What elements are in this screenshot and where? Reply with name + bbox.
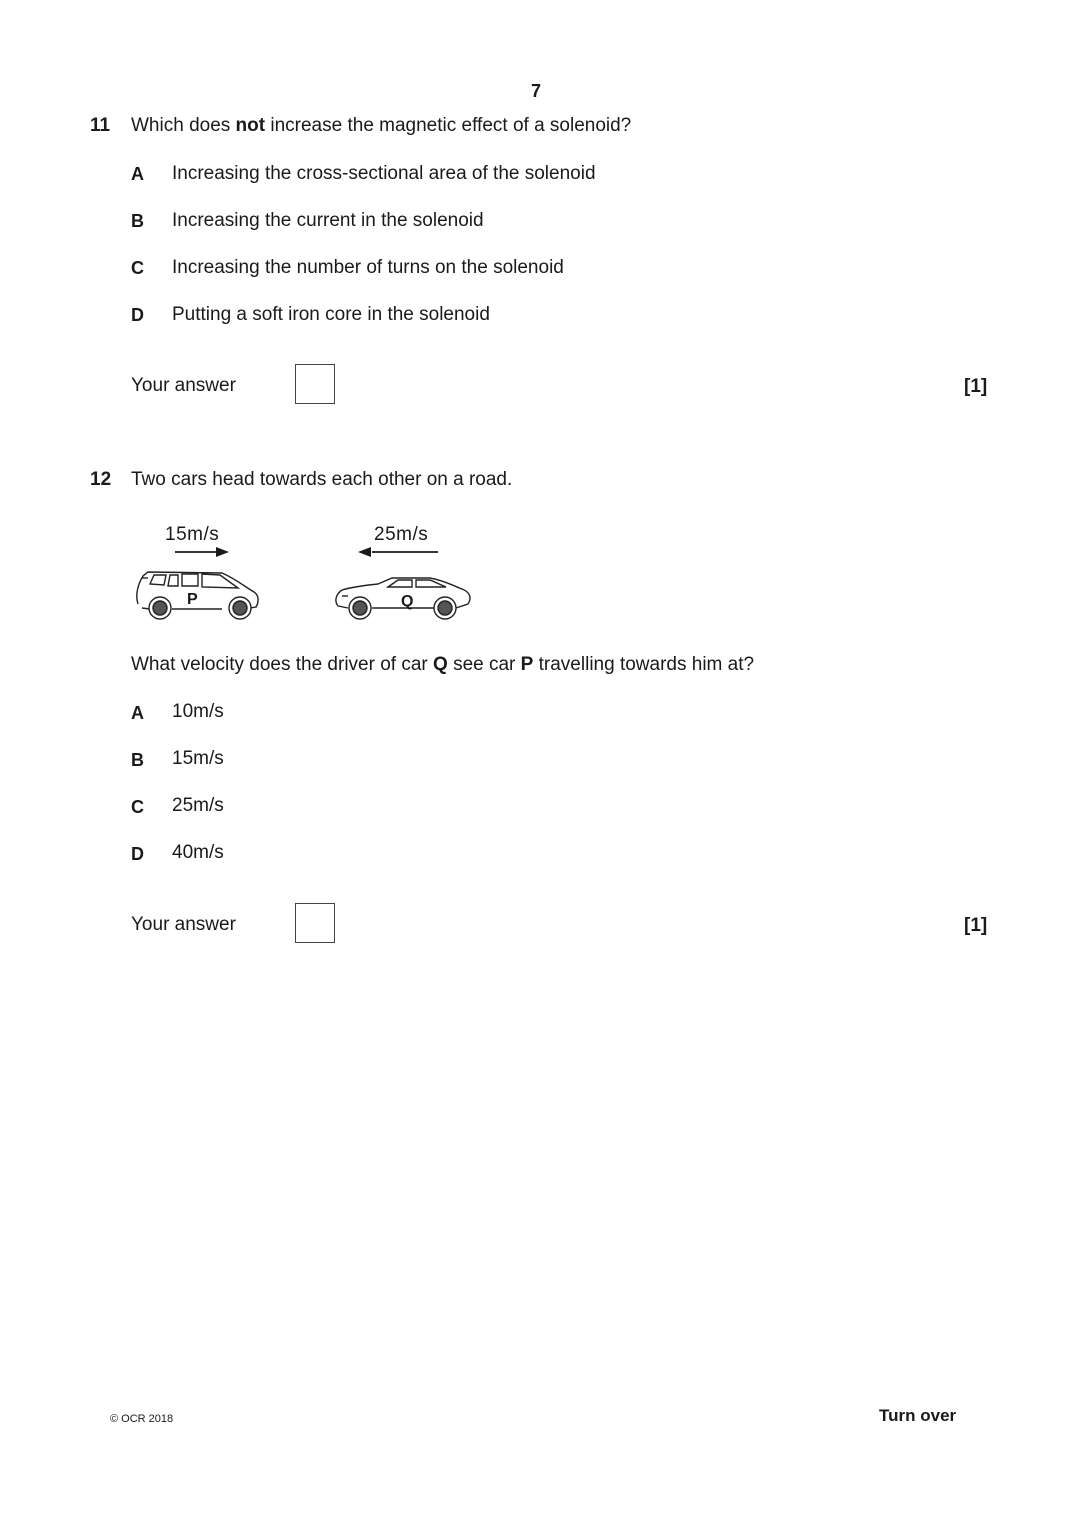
car-p-speed-label: 15m/s: [165, 524, 220, 545]
q11-answer-box[interactable]: [295, 364, 335, 404]
q12-option-c-text: 25m/s: [172, 795, 224, 816]
question-11-stem-emphasis: not: [235, 115, 266, 136]
page-number: 7: [531, 81, 542, 101]
arrow-left-icon: [358, 547, 438, 557]
question-11-stem-start: Which does: [131, 115, 236, 136]
question-12-prompt-car-q: Q: [433, 654, 448, 675]
q11-option-c-text: Increasing the number of turns on the solenoid: [172, 257, 564, 278]
question-11-stem-end: increase the magnetic effect of a solenoid?: [265, 115, 632, 136]
q12-option-a-text: 10m/s: [172, 701, 224, 722]
question-12-prompt-part-3: travelling towards him at?: [533, 654, 755, 675]
q12-marks: [1]: [964, 915, 988, 936]
q11-option-b-letter: B: [131, 211, 144, 231]
car-q-speed-label: 25m/s: [374, 524, 429, 545]
q12-option-b-text: 15m/s: [172, 748, 224, 769]
q11-option-a-letter: A: [131, 164, 144, 184]
q11-option-c-letter: C: [131, 258, 144, 278]
arrow-right-icon: [175, 547, 229, 557]
q11-marks: [1]: [964, 376, 988, 397]
q12-answer-box[interactable]: [295, 903, 335, 943]
question-12-prompt: [131, 654, 754, 676]
question-12-prompt-part-1: What velocity does the driver of car: [131, 654, 434, 675]
q12-option-a-letter: A: [131, 703, 144, 723]
two-cars-diagram: [130, 540, 490, 630]
car-q-label: Q: [401, 593, 414, 610]
question-11-stem: [131, 115, 631, 137]
q11-option-a-text: Increasing the cross-sectional area of the solenoid: [172, 163, 596, 184]
q11-option-b-text: Increasing the current in the solenoid: [172, 210, 484, 231]
car-p-label: P: [187, 591, 198, 608]
q11-option-d-text: Putting a soft iron core in the solenoid: [172, 304, 490, 325]
q11-answer-label: Your answer: [131, 375, 236, 396]
q12-option-c-letter: C: [131, 797, 144, 817]
footer-copyright: © OCR 2018: [110, 1413, 174, 1425]
turn-over-label: Turn over: [879, 1406, 957, 1425]
question-12-prompt-part-2: see car: [447, 654, 521, 675]
question-12-prompt-car-p: P: [520, 654, 534, 675]
q12-option-d-text: 40m/s: [172, 842, 224, 863]
q11-option-d-letter: D: [131, 305, 144, 325]
question-12-number: 12: [90, 469, 112, 490]
q12-option-d-letter: D: [131, 844, 144, 864]
question-11-number: 11: [90, 115, 111, 136]
q12-option-b-letter: B: [131, 750, 144, 770]
question-12-stem: Two cars head towards each other on a road.: [131, 469, 513, 490]
q12-answer-label: Your answer: [131, 914, 236, 935]
